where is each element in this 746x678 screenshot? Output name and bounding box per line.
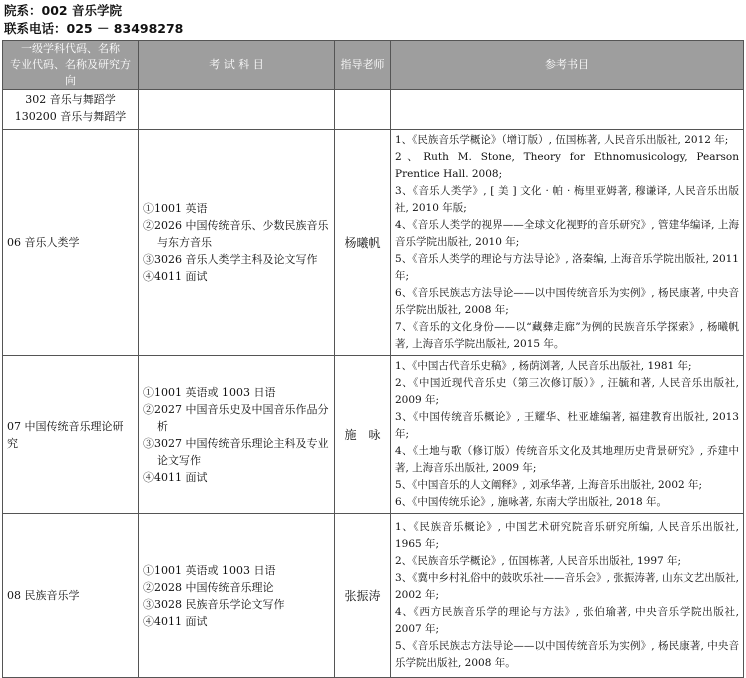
catalog-table bbox=[2, 40, 744, 678]
book-item: 6、《音乐民族志方法导论——以中国传统音乐为实例》, 杨民康著, 中央音乐学院出版社, 2008 年; bbox=[395, 287, 739, 316]
subjects-cell bbox=[139, 514, 335, 678]
book-item: 6、《中国传统乐论》, 施咏著, 东南大学出版社, 2018 年。 bbox=[395, 496, 668, 508]
book-item: 1、《中国古代音乐史稿》, 杨荫浏著, 人民音乐出版社, 1981 年; bbox=[395, 360, 692, 372]
book-item: 3、《冀中乡村礼俗中的鼓吹乐社——音乐会》, 张振涛著, 山东文艺出版社, 2002 年; bbox=[395, 572, 739, 601]
direction-cell: 08 民族音乐学 bbox=[3, 514, 139, 678]
table-row bbox=[3, 514, 744, 678]
book-item: 2、《民族音乐学概论》, 伍国栋著, 人民音乐出版社, 1997 年; bbox=[395, 555, 682, 567]
book-item: 5、《音乐民族志方法导论——以中国传统音乐为实例》, 杨民康著, 中央音乐学院出版社, 2008 年。 bbox=[395, 640, 739, 669]
direction-cell: 07 中国传统音乐理论研究 bbox=[3, 356, 139, 514]
subject-item: ①1001 英语 bbox=[143, 202, 208, 215]
subject-item: ④4011 面试 bbox=[143, 614, 208, 628]
col-major-line1: 一级学科代码、名称 bbox=[21, 42, 120, 55]
discipline-code: 302 音乐与舞蹈学 bbox=[25, 93, 116, 106]
book-item: 1、《民族音乐概论》, 中国艺术研究院音乐研究所编, 人民音乐出版社, 1965 年; bbox=[395, 521, 739, 550]
col-advisor: 指导老师 bbox=[335, 41, 391, 90]
book-item: 1、《民族音乐学概论》（增订版）, 伍国栋著, 人民音乐出版社, 2012 年; bbox=[395, 134, 729, 146]
subject-item: ①1001 英语或 1003 日语 bbox=[143, 563, 276, 577]
discipline-cell bbox=[3, 90, 139, 130]
direction-cell: 06 音乐人类学 bbox=[3, 130, 139, 356]
subject-item: ②2028 中国传统音乐理论 bbox=[143, 580, 274, 594]
col-major bbox=[3, 41, 139, 90]
subjects-cell bbox=[139, 130, 335, 356]
subject-item: ③3027 中国传统音乐理论主科及专业论文写作 bbox=[143, 436, 329, 467]
book-item: 2、Ruth M. Stone, Theory for Ethnomusicology, Pearson Prentice Hall. 2008; bbox=[395, 151, 739, 180]
advisor-cell: 杨曦帆 bbox=[335, 130, 391, 356]
book-item: 2、《中国近现代音乐史（第三次修订版）》, 汪毓和著, 人民音乐出版社, 2009 年; bbox=[395, 377, 739, 406]
subject-item: ①1001 英语或 1003 日语 bbox=[143, 385, 276, 399]
book-item: 7、《音乐的文化身份——以“藏彝走廊”为例的民族音乐学探索》, 杨曦帆著, 上海音乐学院出版社, 2015 年。 bbox=[395, 321, 739, 350]
book-item: 5、《音乐人类学的理论与方法导论》, 洛秦编, 上海音乐学院出版社, 2011 年; bbox=[395, 253, 739, 282]
book-item: 4、《西方民族音乐学的理论与方法》, 张伯瑜著, 中央音乐学院出版社, 2007 年; bbox=[395, 606, 739, 635]
subject-item: ④4011 面试 bbox=[143, 270, 208, 283]
empty-cell bbox=[335, 90, 391, 130]
subject-item: ④4011 面试 bbox=[143, 470, 208, 484]
book-item: 5、《中国音乐的人文阐释》, 刘承华著, 上海音乐出版社, 2002 年; bbox=[395, 479, 703, 491]
book-item: 4、《音乐人类学的视界——全球文化视野的音乐研究》, 管建华编译, 上海音乐学院出版社, 2010 年; bbox=[395, 219, 739, 248]
book-item: 3、《中国传统音乐概论》, 王耀华、杜亚雄编著, 福建教育出版社, 2013 年; bbox=[395, 411, 739, 440]
empty-cell bbox=[139, 90, 335, 130]
page-header bbox=[0, 0, 746, 38]
col-books: 参考书目 bbox=[391, 41, 744, 90]
advisor-cell: 施 咏 bbox=[335, 356, 391, 514]
subject-item: ③3026 音乐人类学主科及论文写作 bbox=[143, 253, 318, 266]
book-item: 3、《音乐人类学》, [ 美 ] 文化 · 帕 · 梅里亚姆著, 穆谦译, 人民音乐出版社, 2010 年版; bbox=[395, 185, 739, 214]
books-cell bbox=[391, 514, 744, 678]
advisor-cell: 张振涛 bbox=[335, 514, 391, 678]
major-code: 130200 音乐与舞蹈学 bbox=[14, 110, 127, 123]
col-subjects: 考 试 科 目 bbox=[139, 41, 335, 90]
table-row bbox=[3, 356, 744, 514]
books-cell bbox=[391, 130, 744, 356]
subject-item: ②2026 中国传统音乐、少数民族音乐与东方音乐 bbox=[143, 219, 329, 249]
phone-line: 联系电话：025 － 83498278 bbox=[4, 21, 184, 36]
subject-item: ②2027 中国音乐史及中国音乐作品分析 bbox=[143, 402, 329, 433]
header-row bbox=[3, 41, 744, 90]
table-row bbox=[3, 130, 744, 356]
books-cell bbox=[391, 356, 744, 514]
discipline-row bbox=[3, 90, 744, 130]
department-line: 院系：002 音乐学院 bbox=[4, 3, 122, 18]
col-major-line2: 专业代码、名称及研究方向 bbox=[10, 58, 131, 87]
subject-item: ③3028 民族音乐学论文写作 bbox=[143, 597, 285, 611]
book-item: 4、《土地与歌（修订版）传统音乐文化及其地理历史背景研究》, 乔建中著, 上海音乐出版社, 2009 年; bbox=[395, 445, 739, 474]
subjects-cell bbox=[139, 356, 335, 514]
empty-cell bbox=[391, 90, 744, 130]
